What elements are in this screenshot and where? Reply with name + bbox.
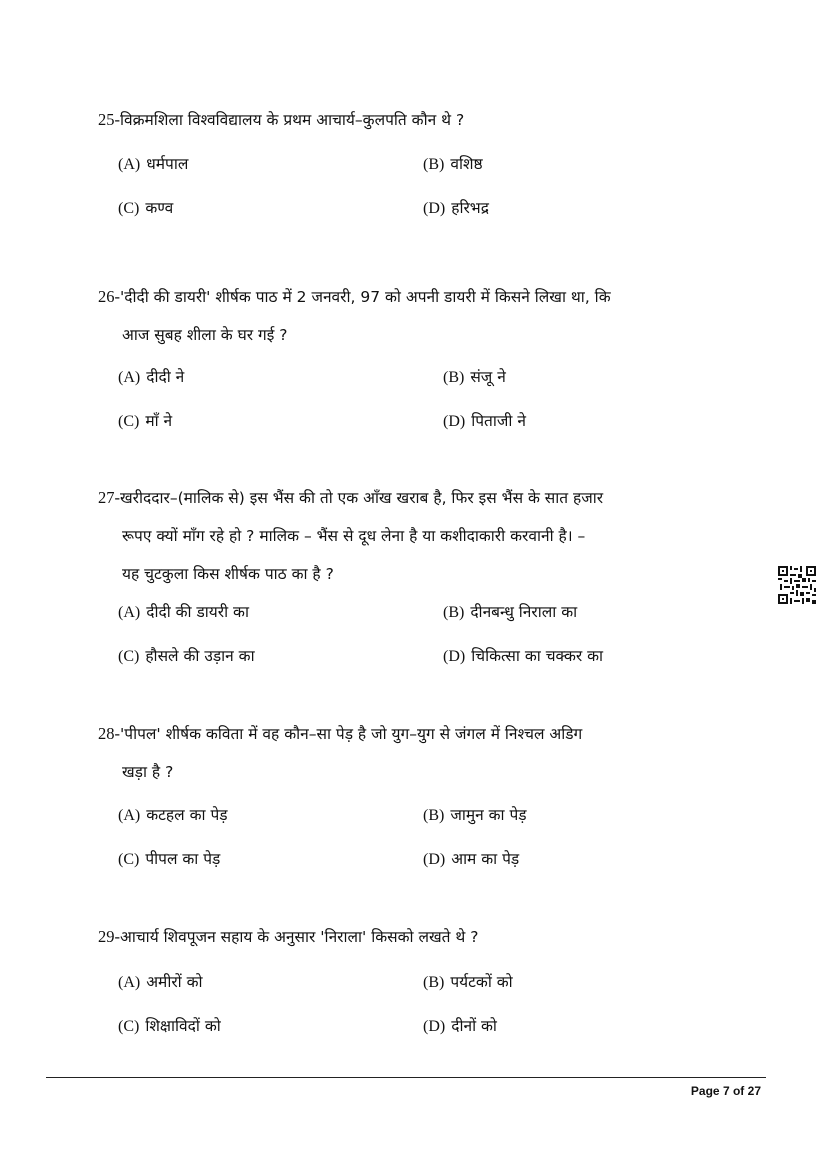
question-stem: 'पीपल' शीर्षक कविता में वह कौन–सा पेड़ है जो युग–युग से जंगल में निश्चल अडिग: [120, 725, 583, 743]
option-text: चिकित्सा का चक्कर का: [471, 647, 604, 665]
question-25: [98, 101, 760, 139]
option-row: [118, 152, 678, 196]
option-label: (A): [118, 604, 141, 621]
option-text: दीदी ने: [146, 368, 185, 386]
question-text: [98, 101, 760, 139]
option-b[interactable]: [443, 600, 577, 622]
option-text: दीनबन्धु निराला का: [470, 603, 578, 621]
question-29: [98, 918, 760, 956]
question-28: [98, 715, 760, 791]
option-label: (D): [423, 851, 446, 868]
page-word: Page: [690, 1084, 720, 1098]
option-row: [118, 600, 678, 644]
option-d[interactable]: [423, 196, 489, 218]
option-b[interactable]: [443, 365, 506, 387]
option-b[interactable]: [423, 803, 527, 825]
option-text: पर्यटकों को: [450, 973, 513, 991]
page-number: [691, 1084, 761, 1098]
options-26: [118, 365, 678, 453]
option-label: (C): [118, 200, 140, 217]
option-text: कटहल का पेड़: [146, 806, 228, 824]
question-stem: 'दीदी की डायरी' शीर्षक पाठ में 2 जनवरी, 97 को अपनी डायरी में किसने लिखा था, कि: [120, 288, 611, 306]
option-text: धर्मपाल: [146, 155, 189, 173]
option-a[interactable]: [118, 803, 228, 825]
question-number: 27-: [98, 488, 120, 507]
current-page: 7: [722, 1084, 730, 1098]
option-label: (B): [443, 369, 465, 386]
option-label: (A): [118, 974, 141, 991]
option-text: पीपल का पेड़: [145, 850, 221, 868]
option-label: (B): [443, 604, 465, 621]
footer-divider: [46, 1077, 766, 1078]
question-number: 29-: [98, 927, 120, 946]
option-text: हरिभद्र: [451, 199, 489, 217]
option-text: दीनों को: [451, 1017, 497, 1035]
question-text-continued: खड़ा है ?: [122, 763, 174, 781]
qr-code-icon[interactable]: [778, 566, 816, 604]
option-a[interactable]: [118, 970, 203, 992]
options-27: [118, 600, 678, 688]
option-label: (C): [118, 413, 140, 430]
option-label: (C): [118, 851, 140, 868]
option-row: [118, 409, 678, 453]
option-text: हौसले की उड़ान का: [145, 647, 255, 665]
option-row: [118, 803, 678, 847]
option-d[interactable]: [423, 847, 519, 869]
option-label: (D): [443, 648, 466, 665]
option-label: (D): [443, 413, 466, 430]
question-stem: आचार्य शिवपूजन सहाय के अनुसार 'निराला' किसको लखते थे ?: [120, 928, 479, 946]
option-row: [118, 1014, 678, 1058]
option-d[interactable]: [443, 409, 526, 431]
option-a[interactable]: [118, 152, 188, 174]
option-text: संजू ने: [470, 368, 506, 386]
option-c[interactable]: [118, 409, 172, 431]
option-label: (D): [423, 200, 446, 217]
question-text-continued: यह चुटकुला किस शीर्षक पाठ का है ?: [122, 565, 334, 583]
option-text: आम का पेड़: [451, 850, 520, 868]
option-row: [118, 644, 678, 688]
option-row: [118, 847, 678, 891]
question-stem: विक्रमशिला विश्वविद्यालय के प्रथम आचार्य–कुलपति कौन थे ?: [120, 111, 465, 129]
option-a[interactable]: [118, 365, 184, 387]
option-label: (D): [423, 1018, 446, 1035]
option-text: अमीरों को: [146, 973, 203, 991]
option-d[interactable]: [423, 1014, 497, 1036]
option-label: (A): [118, 369, 141, 386]
total-pages: 27: [747, 1084, 761, 1098]
question-stem: खरीददार–(मालिक से) इस भैंस की तो एक आँख खराब है, फिर इस भैंस के सात हजार: [120, 489, 604, 507]
question-text-continued: आज सुबह शीला के घर गई ?: [122, 326, 288, 344]
question-number: 26-: [98, 287, 120, 306]
option-b[interactable]: [423, 152, 483, 174]
question-text: [98, 715, 760, 753]
option-text: दीदी की डायरी का: [146, 603, 249, 621]
option-d[interactable]: [443, 644, 603, 666]
option-label: (B): [423, 156, 445, 173]
question-27: [98, 479, 760, 593]
option-label: (B): [423, 807, 445, 824]
option-label: (B): [423, 974, 445, 991]
option-label: (A): [118, 156, 141, 173]
option-text: कण्व: [145, 199, 174, 217]
option-label: (C): [118, 1018, 140, 1035]
of-word: of: [732, 1084, 745, 1098]
question-26: [98, 278, 760, 354]
question-text-continued: रूपए क्यों माँग रहे हो ? मालिक – भैंस से दूध लेना है या कशीदाकारी करवानी है। –: [122, 527, 586, 545]
option-text: जामुन का पेड़: [450, 806, 527, 824]
question-text: [98, 479, 760, 517]
options-25: [118, 152, 678, 240]
option-b[interactable]: [423, 970, 513, 992]
option-c[interactable]: [118, 196, 173, 218]
option-row: [118, 196, 678, 240]
option-c[interactable]: [118, 1014, 221, 1036]
options-28: [118, 803, 678, 891]
option-text: पिताजी ने: [471, 412, 526, 430]
question-text: [98, 278, 760, 316]
option-label: (C): [118, 648, 140, 665]
question-number: 25-: [98, 110, 120, 129]
option-text: माँ ने: [145, 412, 173, 430]
option-row: [118, 970, 678, 1014]
option-text: शिक्षाविदों को: [145, 1017, 221, 1035]
option-c[interactable]: [118, 644, 255, 666]
option-a[interactable]: [118, 600, 249, 622]
options-29: [118, 970, 678, 1058]
question-number: 28-: [98, 724, 120, 743]
option-c[interactable]: [118, 847, 220, 869]
option-label: (A): [118, 807, 141, 824]
option-row: [118, 365, 678, 409]
option-text: वशिष्ठ: [450, 155, 483, 173]
question-text: [98, 918, 760, 956]
